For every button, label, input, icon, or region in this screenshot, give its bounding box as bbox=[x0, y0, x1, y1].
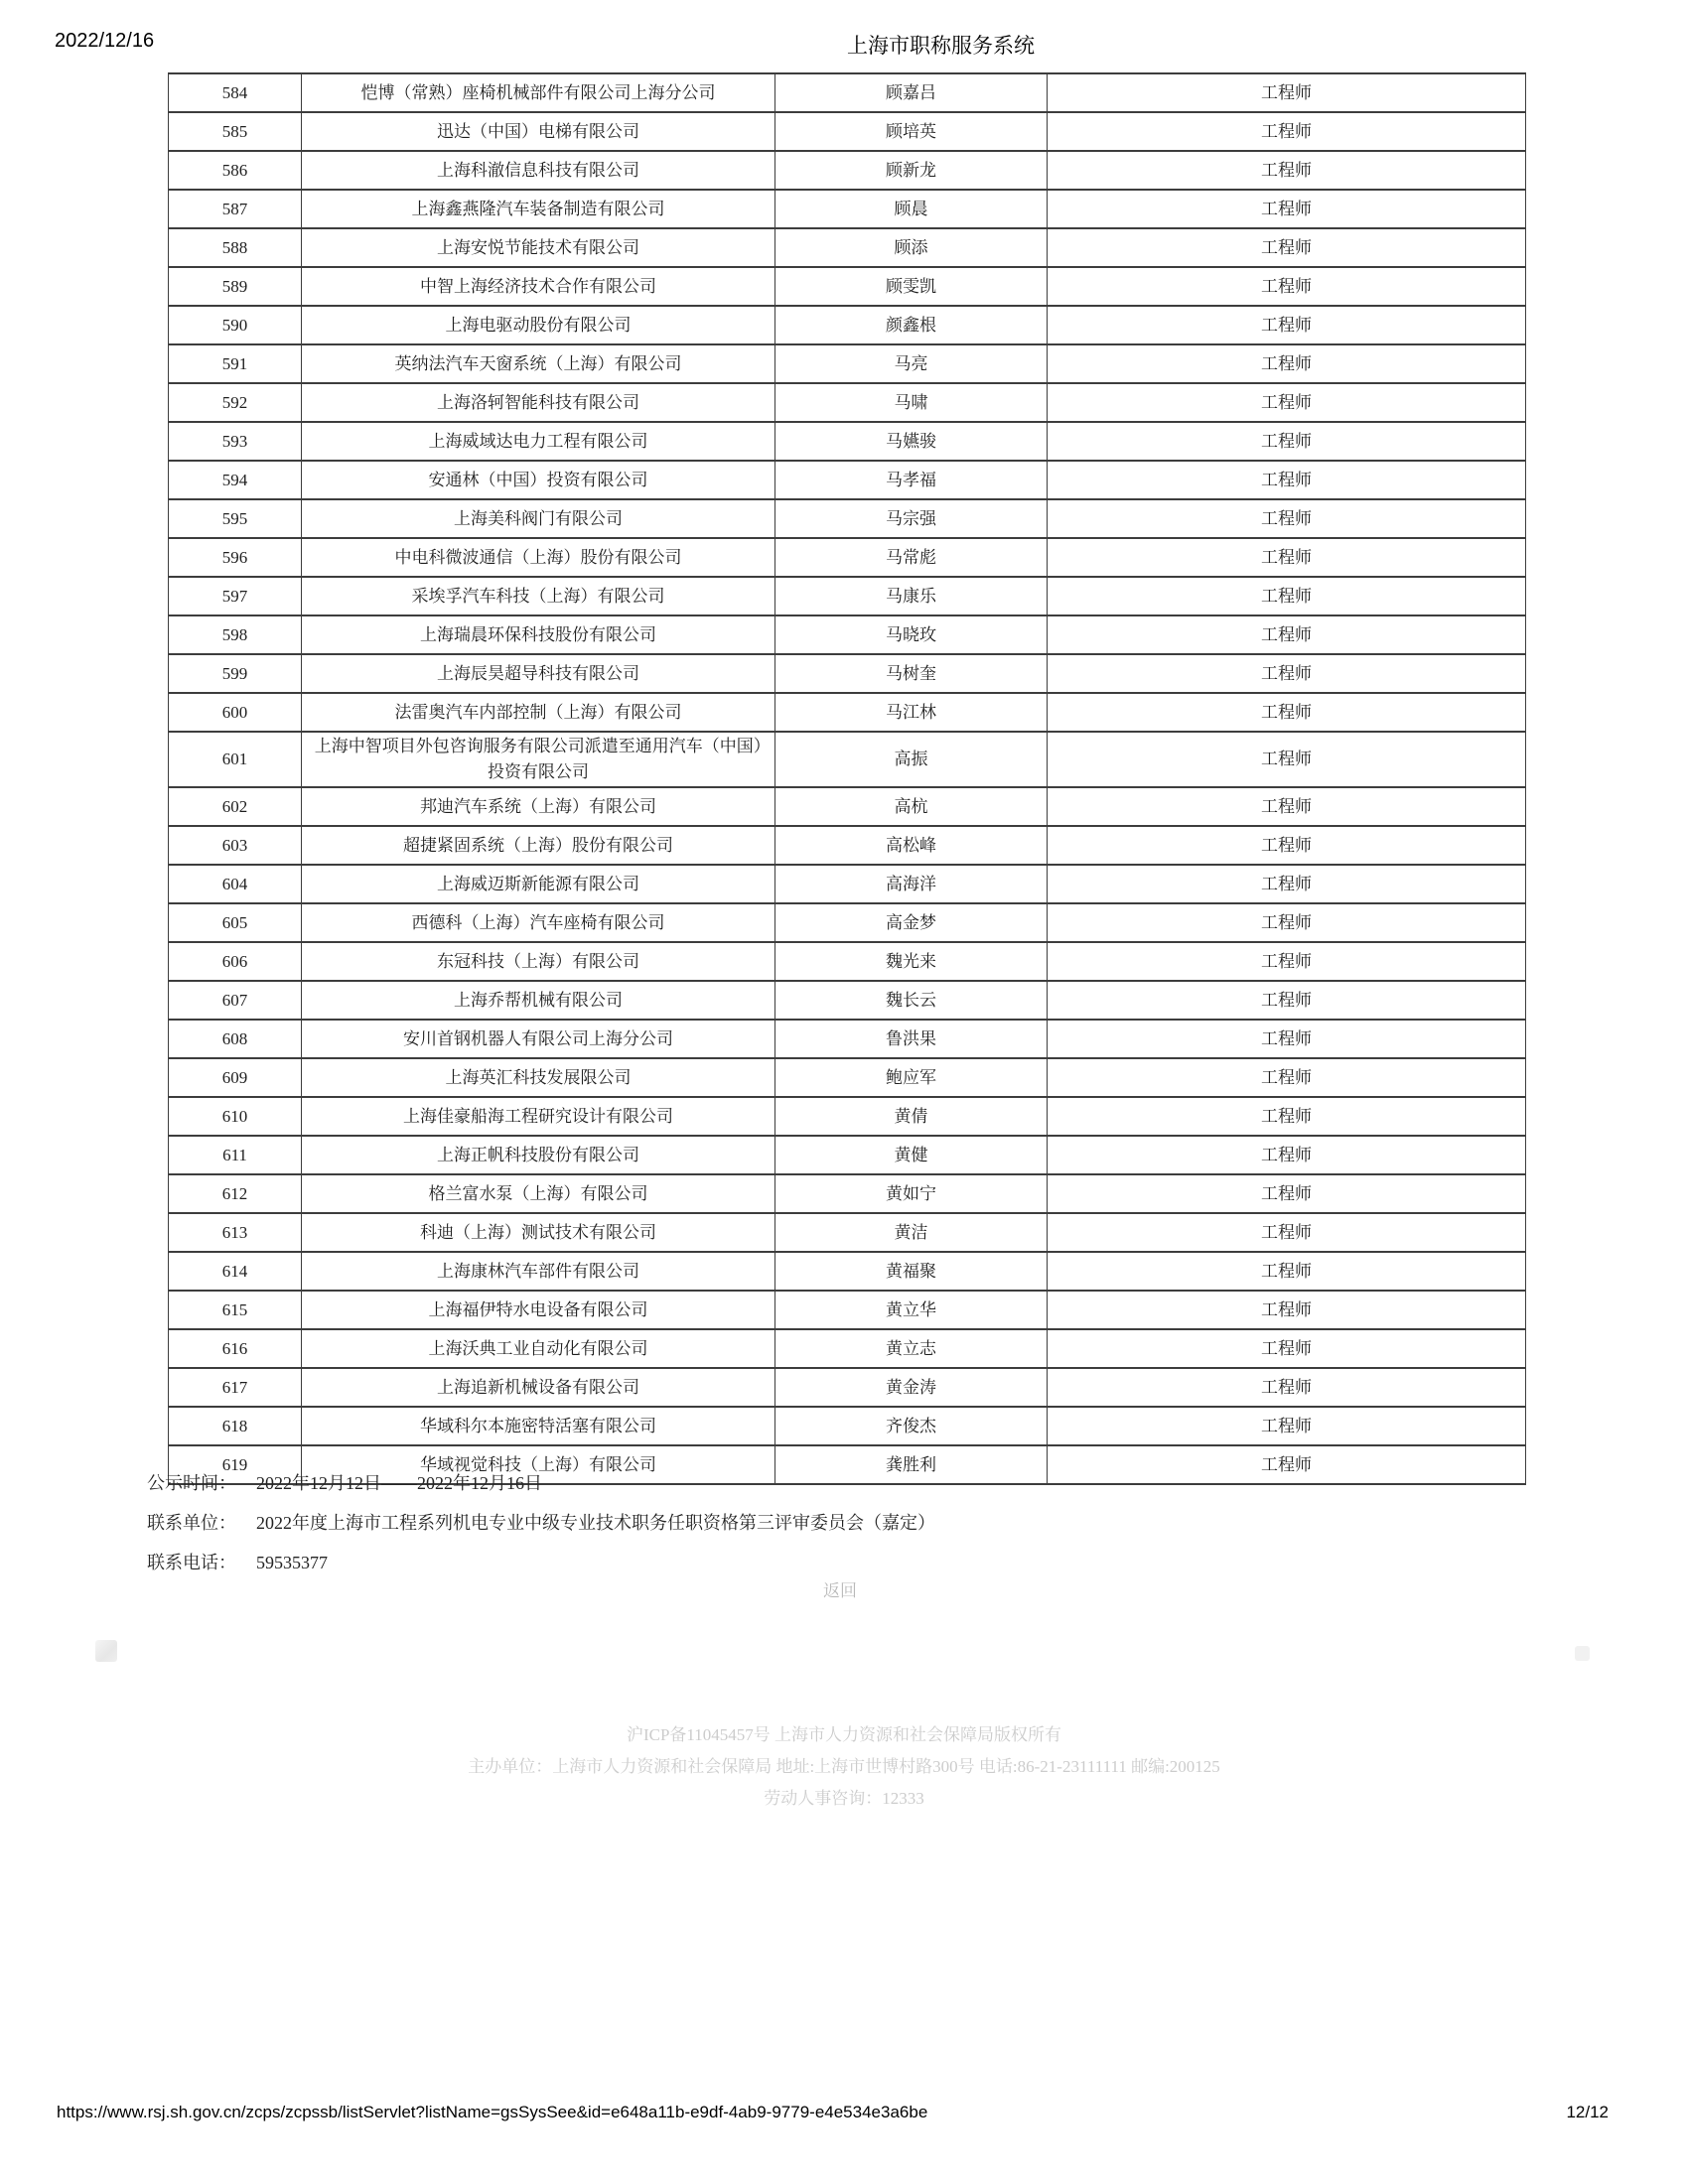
row-number-cell: 609 bbox=[169, 1058, 302, 1097]
title-cell: 工程师 bbox=[1048, 1213, 1526, 1252]
faint-artifact-right bbox=[1575, 1646, 1590, 1661]
company-cell: 华域科尔本施密特活塞有限公司 bbox=[302, 1407, 775, 1445]
row-number-cell: 611 bbox=[169, 1136, 302, 1174]
title-cell: 工程师 bbox=[1048, 903, 1526, 942]
row-number-cell: 600 bbox=[169, 693, 302, 732]
footer-icp-line: 沪ICP备11045457号 上海市人力资源和社会保障局版权所有 bbox=[626, 1725, 1062, 1744]
contact-unit-value: 2022年度上海市工程系列机电专业中级专业技术职务任职资格第三评审委员会（嘉定） bbox=[256, 1513, 935, 1533]
table-row bbox=[169, 1291, 1526, 1329]
row-number-cell: 605 bbox=[169, 903, 302, 942]
back-link[interactable]: 返回 bbox=[823, 1581, 857, 1600]
company-cell: 上海追新机械设备有限公司 bbox=[302, 1368, 775, 1407]
title-cell: 工程师 bbox=[1048, 461, 1526, 499]
row-number-cell: 586 bbox=[169, 151, 302, 190]
title-cell: 工程师 bbox=[1048, 151, 1526, 190]
name-cell: 魏光来 bbox=[775, 942, 1048, 981]
company-cell: 恺博（常熟）座椅机械部件有限公司上海分公司 bbox=[302, 73, 775, 112]
row-number-cell: 584 bbox=[169, 73, 302, 112]
name-cell: 马树奎 bbox=[775, 654, 1048, 693]
row-number-cell: 595 bbox=[169, 499, 302, 538]
company-cell: 邦迪汽车系统（上海）有限公司 bbox=[302, 787, 775, 826]
footer-host-line: 主办单位：上海市人力资源和社会保障局 地址:上海市世博村路300号 电话:86-21-23111111 邮编:200125 bbox=[468, 1757, 1220, 1776]
company-cell: 上海沃典工业自动化有限公司 bbox=[302, 1329, 775, 1368]
company-cell: 中电科微波通信（上海）股份有限公司 bbox=[302, 538, 775, 577]
table-row bbox=[169, 228, 1526, 267]
row-number-cell: 606 bbox=[169, 942, 302, 981]
name-cell: 鲁洪果 bbox=[775, 1020, 1048, 1058]
table-row bbox=[169, 865, 1526, 903]
title-cell: 工程师 bbox=[1048, 826, 1526, 865]
company-cell: 上海中智项目外包咨询服务有限公司派遣至通用汽车（中国）投资有限公司 bbox=[302, 732, 775, 787]
company-cell: 中智上海经济技术合作有限公司 bbox=[302, 267, 775, 306]
row-number-cell: 598 bbox=[169, 615, 302, 654]
row-number-cell: 613 bbox=[169, 1213, 302, 1252]
title-cell: 工程师 bbox=[1048, 1291, 1526, 1329]
title-cell: 工程师 bbox=[1048, 942, 1526, 981]
name-cell: 齐俊杰 bbox=[775, 1407, 1048, 1445]
company-cell: 上海乔帮机械有限公司 bbox=[302, 981, 775, 1020]
row-number-cell: 614 bbox=[169, 1252, 302, 1291]
name-cell: 黄健 bbox=[775, 1136, 1048, 1174]
table-row bbox=[169, 151, 1526, 190]
table-row bbox=[169, 942, 1526, 981]
table-row bbox=[169, 1097, 1526, 1136]
company-cell: 上海威域达电力工程有限公司 bbox=[302, 422, 775, 461]
name-cell: 黄立华 bbox=[775, 1291, 1048, 1329]
print-footer-url: https://www.rsj.sh.gov.cn/zcps/zcpssb/listServlet?listName=gsSysSee&id=e648a11b-e9df-4ab9-9779-e4e534e3a6be bbox=[57, 2103, 928, 2121]
row-number-cell: 608 bbox=[169, 1020, 302, 1058]
title-cell: 工程师 bbox=[1048, 1407, 1526, 1445]
name-cell: 顾添 bbox=[775, 228, 1048, 267]
name-cell: 黄倩 bbox=[775, 1097, 1048, 1136]
table-row bbox=[169, 787, 1526, 826]
name-cell: 龚胜利 bbox=[775, 1445, 1048, 1484]
table-row bbox=[169, 693, 1526, 732]
row-number-cell: 590 bbox=[169, 306, 302, 344]
title-cell: 工程师 bbox=[1048, 1252, 1526, 1291]
title-cell: 工程师 bbox=[1048, 787, 1526, 826]
company-cell: 安通林（中国）投资有限公司 bbox=[302, 461, 775, 499]
title-cell: 工程师 bbox=[1048, 499, 1526, 538]
table-row bbox=[169, 903, 1526, 942]
title-cell: 工程师 bbox=[1048, 577, 1526, 615]
company-cell: 上海安悦节能技术有限公司 bbox=[302, 228, 775, 267]
company-cell: 上海电驱动股份有限公司 bbox=[302, 306, 775, 344]
publicity-roster-table bbox=[168, 72, 1526, 1485]
name-cell: 高海洋 bbox=[775, 865, 1048, 903]
row-number-cell: 591 bbox=[169, 344, 302, 383]
row-number-cell: 610 bbox=[169, 1097, 302, 1136]
table-row bbox=[169, 981, 1526, 1020]
name-cell: 高杭 bbox=[775, 787, 1048, 826]
row-number-cell: 602 bbox=[169, 787, 302, 826]
name-cell: 黄福聚 bbox=[775, 1252, 1048, 1291]
company-cell: 安川首钢机器人有限公司上海分公司 bbox=[302, 1020, 775, 1058]
row-number-cell: 619 bbox=[169, 1445, 302, 1484]
print-header-date: 2022/12/16 bbox=[55, 30, 155, 52]
title-cell: 工程师 bbox=[1048, 654, 1526, 693]
name-cell: 马宗强 bbox=[775, 499, 1048, 538]
name-cell: 黄金涛 bbox=[775, 1368, 1048, 1407]
name-cell: 颜鑫根 bbox=[775, 306, 1048, 344]
table-row bbox=[169, 1329, 1526, 1368]
title-cell: 工程师 bbox=[1048, 1097, 1526, 1136]
company-cell: 上海科澈信息科技有限公司 bbox=[302, 151, 775, 190]
name-cell: 马常彪 bbox=[775, 538, 1048, 577]
table-row bbox=[169, 267, 1526, 306]
company-cell: 上海鑫燕隆汽车装备制造有限公司 bbox=[302, 190, 775, 228]
table-row bbox=[169, 1407, 1526, 1445]
company-cell: 迅达（中国）电梯有限公司 bbox=[302, 112, 775, 151]
name-cell: 顾培英 bbox=[775, 112, 1048, 151]
table-row bbox=[169, 1020, 1526, 1058]
table-row bbox=[169, 190, 1526, 228]
contact-phone-value: 59535377 bbox=[256, 1553, 328, 1572]
publicity-time-line bbox=[147, 1469, 542, 1495]
title-cell: 工程师 bbox=[1048, 1020, 1526, 1058]
title-cell: 工程师 bbox=[1048, 1058, 1526, 1097]
title-cell: 工程师 bbox=[1048, 306, 1526, 344]
company-cell: 超捷紧固系统（上海）股份有限公司 bbox=[302, 826, 775, 865]
company-cell: 上海威迈斯新能源有限公司 bbox=[302, 865, 775, 903]
title-cell: 工程师 bbox=[1048, 112, 1526, 151]
contact-unit-label: 联系单位： bbox=[147, 1513, 236, 1533]
table-row bbox=[169, 73, 1526, 112]
row-number-cell: 604 bbox=[169, 865, 302, 903]
page-title: 上海市职称服务系统 bbox=[847, 35, 1035, 58]
table-row bbox=[169, 538, 1526, 577]
row-number-cell: 612 bbox=[169, 1174, 302, 1213]
contact-phone-line bbox=[147, 1549, 328, 1574]
table-row bbox=[169, 1213, 1526, 1252]
table-row bbox=[169, 1174, 1526, 1213]
title-cell: 工程师 bbox=[1048, 228, 1526, 267]
company-cell: 上海英汇科技发展限公司 bbox=[302, 1058, 775, 1097]
row-number-cell: 603 bbox=[169, 826, 302, 865]
title-cell: 工程师 bbox=[1048, 267, 1526, 306]
name-cell: 鲍应军 bbox=[775, 1058, 1048, 1097]
row-number-cell: 601 bbox=[169, 732, 302, 787]
table-row bbox=[169, 1252, 1526, 1291]
name-cell: 马啸 bbox=[775, 383, 1048, 422]
name-cell: 顾雯凯 bbox=[775, 267, 1048, 306]
row-number-cell: 588 bbox=[169, 228, 302, 267]
title-cell: 工程师 bbox=[1048, 73, 1526, 112]
name-cell: 马康乐 bbox=[775, 577, 1048, 615]
company-cell: 东冠科技（上海）有限公司 bbox=[302, 942, 775, 981]
company-cell: 上海美科阀门有限公司 bbox=[302, 499, 775, 538]
company-cell: 法雷奥汽车内部控制（上海）有限公司 bbox=[302, 693, 775, 732]
name-cell: 马江林 bbox=[775, 693, 1048, 732]
title-cell: 工程师 bbox=[1048, 383, 1526, 422]
company-cell: 上海正帆科技股份有限公司 bbox=[302, 1136, 775, 1174]
table-row bbox=[169, 1136, 1526, 1174]
name-cell: 高金梦 bbox=[775, 903, 1048, 942]
footer-consult-line: 劳动人事咨询：12333 bbox=[764, 1789, 924, 1808]
row-number-cell: 593 bbox=[169, 422, 302, 461]
name-cell: 黄如宁 bbox=[775, 1174, 1048, 1213]
title-cell: 工程师 bbox=[1048, 865, 1526, 903]
company-cell: 英纳法汽车天窗系统（上海）有限公司 bbox=[302, 344, 775, 383]
name-cell: 马晓玫 bbox=[775, 615, 1048, 654]
row-number-cell: 587 bbox=[169, 190, 302, 228]
table-row bbox=[169, 306, 1526, 344]
table-row bbox=[169, 1058, 1526, 1097]
title-cell: 工程师 bbox=[1048, 1368, 1526, 1407]
title-cell: 工程师 bbox=[1048, 1174, 1526, 1213]
row-number-cell: 616 bbox=[169, 1329, 302, 1368]
contact-phone-label: 联系电话： bbox=[147, 1553, 236, 1572]
name-cell: 魏长云 bbox=[775, 981, 1048, 1020]
row-number-cell: 585 bbox=[169, 112, 302, 151]
row-number-cell: 618 bbox=[169, 1407, 302, 1445]
title-cell: 工程师 bbox=[1048, 422, 1526, 461]
row-number-cell: 607 bbox=[169, 981, 302, 1020]
table-row bbox=[169, 499, 1526, 538]
title-cell: 工程师 bbox=[1048, 981, 1526, 1020]
faint-artifact-left bbox=[95, 1640, 117, 1662]
company-cell: 华域视觉科技（上海）有限公司 bbox=[302, 1445, 775, 1484]
name-cell: 顾晨 bbox=[775, 190, 1048, 228]
company-cell: 科迪（上海）测试技术有限公司 bbox=[302, 1213, 775, 1252]
row-number-cell: 594 bbox=[169, 461, 302, 499]
company-cell: 上海佳豪船海工程研究设计有限公司 bbox=[302, 1097, 775, 1136]
table-row bbox=[169, 732, 1526, 787]
publicity-time-value: 2022年12月12日——2022年12月16日 bbox=[256, 1473, 542, 1493]
company-cell: 采埃孚汽车科技（上海）有限公司 bbox=[302, 577, 775, 615]
title-cell: 工程师 bbox=[1048, 538, 1526, 577]
row-number-cell: 599 bbox=[169, 654, 302, 693]
table-row bbox=[169, 112, 1526, 151]
table-row bbox=[169, 826, 1526, 865]
title-cell: 工程师 bbox=[1048, 1329, 1526, 1368]
title-cell: 工程师 bbox=[1048, 190, 1526, 228]
title-cell: 工程师 bbox=[1048, 1445, 1526, 1484]
row-number-cell: 615 bbox=[169, 1291, 302, 1329]
title-cell: 工程师 bbox=[1048, 732, 1526, 787]
table-row bbox=[169, 422, 1526, 461]
company-cell: 西德科（上海）汽车座椅有限公司 bbox=[302, 903, 775, 942]
title-cell: 工程师 bbox=[1048, 344, 1526, 383]
name-cell: 黄洁 bbox=[775, 1213, 1048, 1252]
company-cell: 格兰富水泵（上海）有限公司 bbox=[302, 1174, 775, 1213]
name-cell: 顾嘉吕 bbox=[775, 73, 1048, 112]
print-footer-page-number: 12/12 bbox=[1566, 2103, 1609, 2121]
title-table-body bbox=[169, 73, 1526, 1484]
name-cell: 马嬿骏 bbox=[775, 422, 1048, 461]
name-cell: 黄立志 bbox=[775, 1329, 1048, 1368]
publicity-time-label: 公示时间： bbox=[147, 1473, 236, 1493]
table-row bbox=[169, 577, 1526, 615]
table-row bbox=[169, 383, 1526, 422]
table-row bbox=[169, 344, 1526, 383]
table-row bbox=[169, 615, 1526, 654]
row-number-cell: 597 bbox=[169, 577, 302, 615]
name-cell: 马亮 bbox=[775, 344, 1048, 383]
company-cell: 上海瑞晨环保科技股份有限公司 bbox=[302, 615, 775, 654]
company-cell: 上海康林汽车部件有限公司 bbox=[302, 1252, 775, 1291]
table-row bbox=[169, 461, 1526, 499]
table-row bbox=[169, 1368, 1526, 1407]
company-cell: 上海洛轲智能科技有限公司 bbox=[302, 383, 775, 422]
name-cell: 顾新龙 bbox=[775, 151, 1048, 190]
row-number-cell: 589 bbox=[169, 267, 302, 306]
row-number-cell: 617 bbox=[169, 1368, 302, 1407]
row-number-cell: 596 bbox=[169, 538, 302, 577]
company-cell: 上海福伊特水电设备有限公司 bbox=[302, 1291, 775, 1329]
table-row bbox=[169, 654, 1526, 693]
name-cell: 高松峰 bbox=[775, 826, 1048, 865]
name-cell: 马孝福 bbox=[775, 461, 1048, 499]
row-number-cell: 592 bbox=[169, 383, 302, 422]
name-cell: 高振 bbox=[775, 732, 1048, 787]
company-cell: 上海辰昊超导科技有限公司 bbox=[302, 654, 775, 693]
contact-unit-line bbox=[147, 1509, 935, 1535]
title-cell: 工程师 bbox=[1048, 693, 1526, 732]
title-cell: 工程师 bbox=[1048, 1136, 1526, 1174]
title-cell: 工程师 bbox=[1048, 615, 1526, 654]
